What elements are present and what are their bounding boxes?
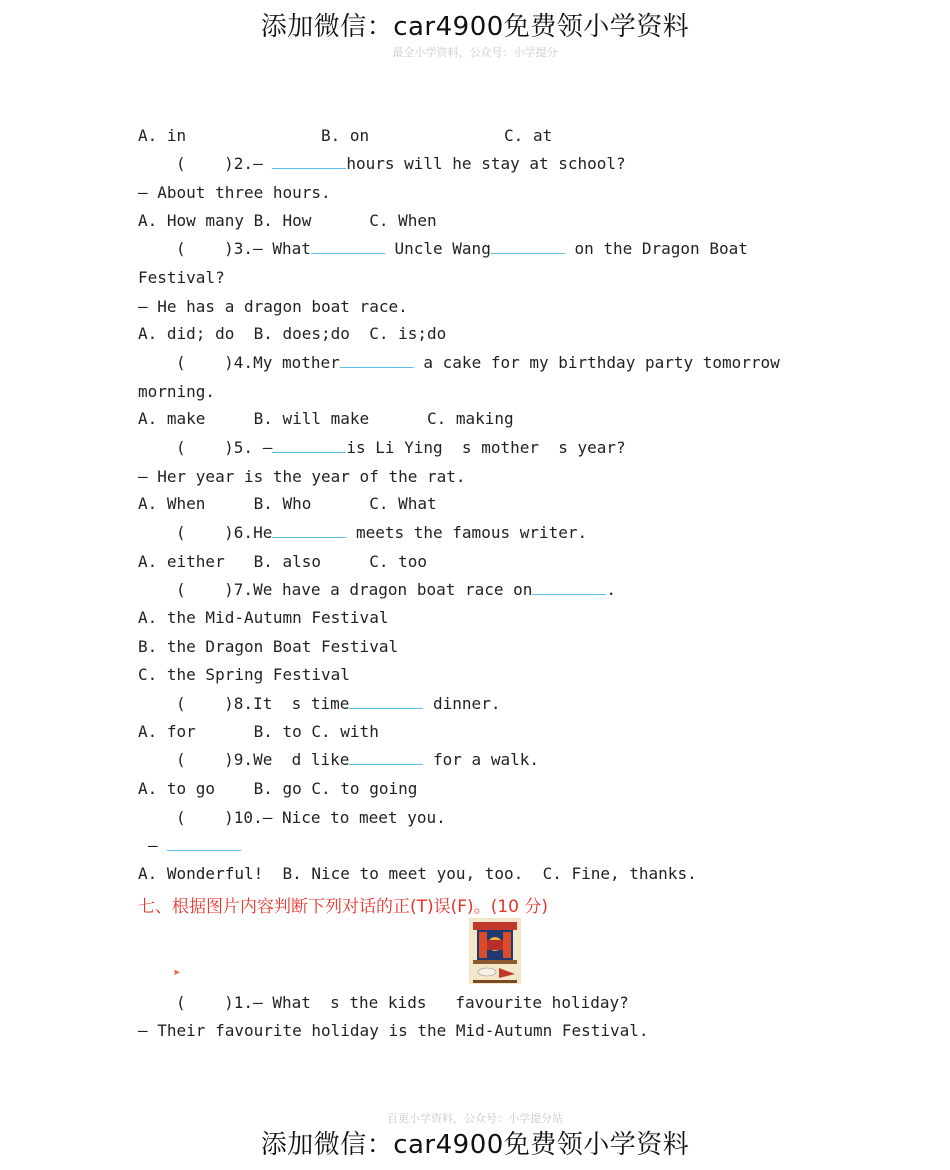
- answer-blank[interactable]: [167, 836, 241, 851]
- q7-option-a: A. the Mid-Autumn Festival: [138, 608, 389, 627]
- q6-options: A. either B. also C. too: [138, 552, 427, 571]
- q1-options: A. in B. on C. at: [138, 126, 553, 145]
- answer-blank[interactable]: [349, 750, 423, 765]
- q5-stem: ( )5. — is Li Ying s mother s year?: [176, 438, 626, 457]
- picture-q1-stem: ( )1.— What s the kids favourite holiday?: [176, 993, 629, 1012]
- q6-stem: ( )6.He meets the famous writer.: [176, 523, 588, 542]
- answer-blank[interactable]: [340, 353, 414, 368]
- q10-options: A. Wonderful! B. Nice to meet you, too. C. Fine, thanks.: [138, 864, 697, 883]
- q2-options: A. How many B. How C. When: [138, 211, 437, 230]
- answer-blank[interactable]: [491, 239, 565, 254]
- answer-blank[interactable]: [532, 580, 606, 595]
- faint-footer-text: 百更小学资料，公众号：小学提分站: [387, 1112, 563, 1125]
- q4-stem-cont: morning.: [138, 382, 216, 401]
- watermark-banner-top: 添加微信：car4900免费领小学资料: [260, 12, 690, 42]
- q3-stem-cont: Festival?: [138, 268, 225, 287]
- q7-option-b: B. the Dragon Boat Festival: [138, 637, 399, 656]
- q5-options: A. When B. Who C. What: [138, 494, 437, 513]
- answer-blank[interactable]: [311, 239, 385, 254]
- q7-stem: ( )7.We have a dragon boat race on .: [176, 580, 617, 599]
- q5-reply: — Her year is the year of the rat.: [138, 467, 466, 486]
- q2-reply: — About three hours.: [138, 183, 331, 202]
- q4-stem: ( )4.My mother a cake for my birthday party tomorrow: [176, 353, 780, 372]
- answer-blank[interactable]: [272, 438, 346, 453]
- festival-picture: [469, 918, 521, 984]
- q9-options: A. to go B. go C. to going: [138, 779, 418, 798]
- q7-option-c: C. the Spring Festival: [138, 665, 350, 684]
- q2-stem: ( )2.— hours will he stay at school?: [176, 154, 626, 173]
- q10-stem: ( )10.— Nice to meet you.: [176, 808, 446, 827]
- q3-reply: — He has a dragon boat race.: [138, 297, 408, 316]
- q9-stem: ( )9.We d like for a walk.: [176, 750, 539, 769]
- q4-options: A. make B. will make C. making: [138, 409, 514, 428]
- q10-reply: —: [148, 836, 241, 856]
- q8-options: A. for B. to C. with: [138, 722, 379, 741]
- q8-stem: ( )8.It s time dinner.: [176, 694, 501, 713]
- picture-q1-reply: — Their favourite holiday is the Mid-Autumn Festival.: [138, 1021, 649, 1040]
- answer-blank[interactable]: [272, 523, 346, 538]
- section-7-heading: 七、根据图片内容判断下列对话的正(T)误(F)。(10 分): [138, 897, 548, 917]
- watermark-banner-bottom: 添加微信：car4900免费领小学资料: [260, 1130, 690, 1160]
- faint-header-text: 最全小学资料，公众号：小学提分: [392, 46, 558, 59]
- arrow-marker-icon: ▸: [173, 964, 182, 980]
- answer-blank[interactable]: [349, 694, 423, 709]
- q3-stem: ( )3.— What Uncle Wang on the Dragon Boat: [176, 239, 748, 258]
- q3-options: A. did; do B. does;do C. is;do: [138, 324, 447, 343]
- answer-blank[interactable]: [272, 154, 346, 169]
